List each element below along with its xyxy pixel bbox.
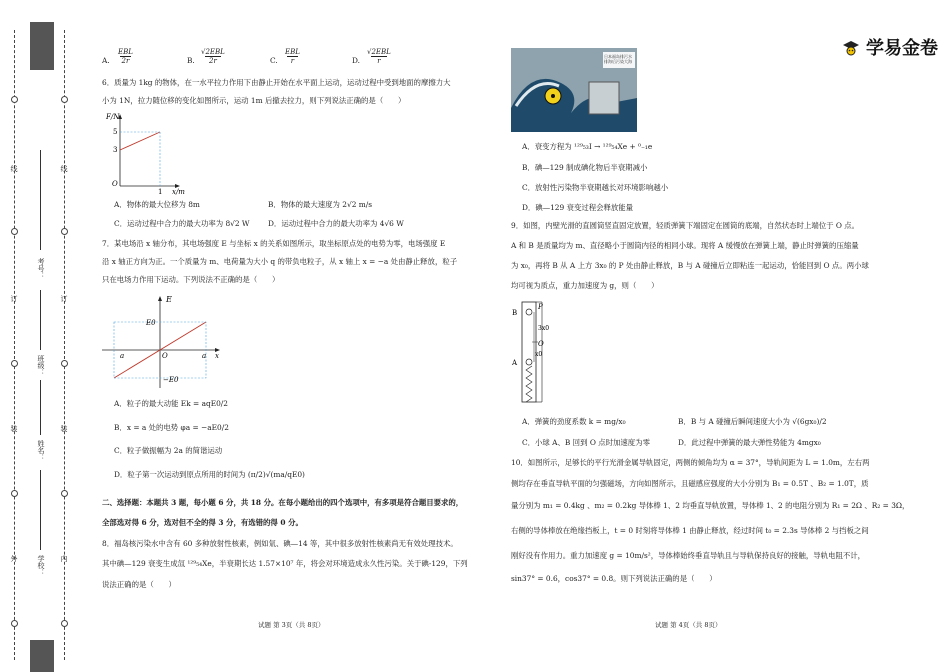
seal-char: 装 — [60, 425, 68, 432]
q5-options — [102, 48, 482, 72]
q6-option-c: C．运动过程中合力的最大功率为 8√2 W — [114, 219, 250, 228]
ball-b — [526, 309, 532, 315]
q9-option-c: C．小球 A、B 回到 O 点时加速度为零 — [522, 438, 650, 447]
q7-e0-label: E0 — [146, 319, 156, 327]
q8-image-caption: 日本福岛排污水 排海后污染大海 — [604, 54, 632, 64]
q8-option-c: C．放射性污染物半衰期越长对环境影响越小 — [522, 183, 669, 192]
q7-e-label: E — [166, 295, 172, 304]
q9-option-d: D．此过程中弹簧的最大弹性势能为 4mgx₀ — [678, 438, 821, 447]
seal-char: 订 — [10, 295, 18, 302]
q7-stem-line1: 7．某电场沿 x 轴分布，其电场强度 E 与坐标 x 的关系如图所示，取坐标原点处的电势为零，电场强度 E — [102, 239, 446, 248]
footer-right: 试题 第 4页（共 8页） — [655, 621, 722, 629]
seal-char: 线 — [60, 165, 68, 172]
q10-stem-line3: 量分别为 m₁ = 0.4kg 、m₂ = 0.2kg 导体棒 1、2 均垂直导轨放置，导体棒 1、2 的电阻分别为 R₁ = 2Ω 、R₂ = 3Ω， — [511, 501, 910, 510]
q7-origin: O — [162, 352, 168, 360]
q9-label-x0: x0 — [535, 351, 543, 358]
q7-x-label: x — [215, 352, 219, 360]
q7-field-graph — [100, 292, 230, 392]
q6-xlabel: x/m — [172, 188, 185, 196]
class-label: 班级： — [37, 355, 45, 376]
q9-stem-line4: 均可视为质点，重力加速度为 g，则（ ） — [511, 281, 659, 290]
q8-option-d: D．碘—129 衰变过程会释放能量 — [522, 203, 634, 212]
q6-tick-3: 3 — [113, 146, 118, 154]
seal-circle — [61, 96, 68, 103]
outer-seal-line — [14, 30, 15, 660]
seal-char: 订 — [60, 295, 68, 302]
inner-seal-line — [64, 30, 65, 660]
q7-option-d: D．粒子第一次运动到原点所用的时间为 (π/2)√(ma/qE0) — [114, 470, 305, 479]
q6-force-line — [120, 132, 160, 150]
seal-char: 外 — [10, 555, 18, 562]
school-field[interactable] — [40, 470, 41, 550]
q9-option-a: A．弹簧的劲度系数 k = mg/x₀ — [522, 417, 626, 426]
q10-stem-line4: 右侧的导体棒放在绝缘挡板上，t = 0 时刻将导体棒 1 由静止释放，经过时间 t₀ = 2.3s 导体棒 2 与挡板之间 — [511, 526, 869, 535]
name-field[interactable] — [40, 380, 41, 435]
q9-label-b: B — [512, 309, 518, 317]
school-label: 学校： — [37, 555, 45, 576]
tank-shape — [589, 82, 619, 114]
seal-circle — [11, 620, 18, 627]
q9-stem-line2: A 和 B 是质量均为 m、直径略小于圆筒内径的相同小球。现将 A 缓慢放在弹簧上端，静止时弹簧的压缩量 — [511, 241, 859, 250]
q6-option-d: D．运动过程中合力的最大功率为 4√6 W — [268, 219, 404, 228]
q10-stem-line1: 10．如图所示，足够长的平行光滑金属导轨固定，两侧的倾角均为 α = 37°，导轨间距为 L = 1.0m，左右两 — [511, 458, 870, 467]
q7-option-a: A．粒子的最大动能 Ek = aqE0/2 — [114, 399, 229, 408]
q8-stem-line2: 其中碘—129 衰变生成氙 ¹²⁹₅₄Xe，半衰期长达 1.57×10⁷ 年，将会对环境造成永久性污染。关于碘-129，下列 — [102, 559, 468, 568]
q6-ylabel: F/N — [106, 113, 120, 121]
q9-stem-line1: 9．如图，内壁光滑的直圆筒竖直固定放置，轻质弹簧下端固定在圆筒的底端，自然状态时上端位于 O 点。 — [511, 221, 860, 230]
q8-option-b: B．碘—129 制成碘化物后半衰期减小 — [522, 163, 648, 172]
class-field[interactable] — [40, 290, 41, 350]
q7-stem-line3: 只在电场力作用下运动。下列说法不正确的是（ ） — [102, 275, 280, 284]
q8-stem-line1: 8．福岛核污染水中含有 60 多种放射性核素，例如氚、碘—14 等，其中很多放射性核素尚无有效处理技术。 — [102, 539, 458, 548]
exam-number-label: 考号： — [37, 258, 45, 279]
q8-option-a: A．衰变方程为 ¹²⁹₅₃I → ¹²⁹₅₄Xe + ⁰₋₁e — [522, 142, 653, 151]
footer-left: 试题 第 3页（共 8页） — [258, 621, 325, 629]
seal-circle — [61, 228, 68, 235]
q5-option-b: B. — [187, 56, 195, 65]
seal-circle — [11, 228, 18, 235]
q6-stem-line2: 小为 1N，拉力随位移的变化如图所示，运动 1m 后撤去拉力，则下列说法正确的是（ ） — [102, 96, 406, 105]
section2-heading-line1: 二、选择题：本题共 3 题，每小题 6 分，共 18 分。在每小题给出的四个选项中，有多项是符合题目要求的， — [102, 498, 464, 507]
name-label: 姓名： — [37, 440, 45, 461]
q5-frac-a: EBL 2r — [118, 48, 133, 65]
q6-tick-1: 1 — [158, 188, 163, 196]
seal-circle — [11, 96, 18, 103]
exam-number-field[interactable] — [40, 150, 41, 250]
q6-origin: O — [112, 180, 118, 188]
seal-circle — [61, 360, 68, 367]
q9-label-3x0: 3x0 — [538, 325, 550, 332]
q7-neg-e0-label: −E0 — [163, 376, 179, 384]
gutter-dark-bottom — [30, 640, 54, 672]
q7-option-c: C．粒子做振幅为 2a 的简谐运动 — [114, 446, 223, 455]
q7-a-right-label: a — [202, 352, 207, 360]
logo — [842, 34, 938, 60]
q5-frac-b: √2EBL 2r — [201, 48, 225, 65]
q5-frac-d: √2EBL r — [367, 48, 391, 65]
q6-force-graph — [106, 110, 198, 196]
seal-circle — [11, 490, 18, 497]
section2-heading-line2: 全部选对得 6 分，选对但不全的得 3 分，有选错的得 0 分。 — [102, 518, 303, 527]
q6-tick-5: 5 — [113, 128, 118, 136]
q9-stem-line3: 为 x₀，再将 B 从 A 上方 3x₀ 的 P 处由静止释放，B 与 A 碰撞后立即粘连一起运动，恰能回到 O 点。两小球 — [511, 261, 869, 270]
q5-option-a: A. — [102, 56, 110, 65]
q6-option-b: B．物体的最大速度为 2√2 m/s — [268, 200, 373, 209]
seal-char: 内 — [60, 555, 68, 562]
q5-option-c: C. — [270, 56, 278, 65]
q7-a-left-label: a — [120, 352, 125, 360]
q5-frac-c: EBL r — [285, 48, 300, 65]
seal-char: 装 — [10, 425, 18, 432]
q7-stem-line2: 沿 x 轴正方向为正。一个质量为 m、电荷量为大小 q 的带负电粒子，从 x 轴上 x = −a 处由静止释放，粒子 — [102, 257, 458, 266]
logo-text: 学易金卷 — [866, 38, 938, 59]
q8-stem-line3: 说法正确的是（ ） — [102, 580, 176, 589]
q9-label-a: A — [512, 359, 518, 367]
q9-label-o: O — [538, 340, 544, 348]
graduation-cap-icon — [842, 40, 860, 56]
q8-illustration — [511, 48, 637, 132]
q5-option-d: D. — [352, 56, 361, 65]
q7-option-b: B．x = a 处的电势 φa = −aE0/2 — [114, 423, 229, 432]
q9-cylinder-figure — [508, 298, 568, 406]
q10-stem-line2: 侧均存在垂直导轨平面的匀强磁场，方向如图所示，且磁感应强度的大小分别为 B₁ = 0.5T 、B₂ = 1.0T，质 — [511, 479, 869, 488]
q10-stem-line5: 刚好没有作用力。重力加速度 g = 10m/s²，导体棒始终垂直导轨且与导轨保持良好的接触，导轨电阻不计， — [511, 551, 866, 560]
seal-char: 线 — [10, 165, 18, 172]
q9-label-p: P — [538, 303, 543, 311]
q6-stem-line1: 6．质量为 1kg 的物体，在一水平拉力作用下由静止开始在水平面上运动，运动过程中受到地面的摩擦力大 — [102, 78, 451, 87]
seal-circle — [11, 360, 18, 367]
q6-option-a: A．物体的最大位移为 8m — [114, 200, 200, 209]
ball-a — [526, 359, 532, 365]
seal-circle — [61, 620, 68, 627]
q7-y-arrow — [158, 296, 162, 301]
q10-stem-line6: sin37° = 0.6，cos37° = 0.8。则下列说法正确的是（ ） — [511, 574, 717, 583]
gutter-dark-top — [30, 22, 54, 70]
q9-option-b: B．B 与 A 碰撞后瞬间速度大小为 √(6gx₀)/2 — [678, 417, 827, 426]
seal-circle — [61, 490, 68, 497]
spring-shape — [526, 366, 532, 402]
